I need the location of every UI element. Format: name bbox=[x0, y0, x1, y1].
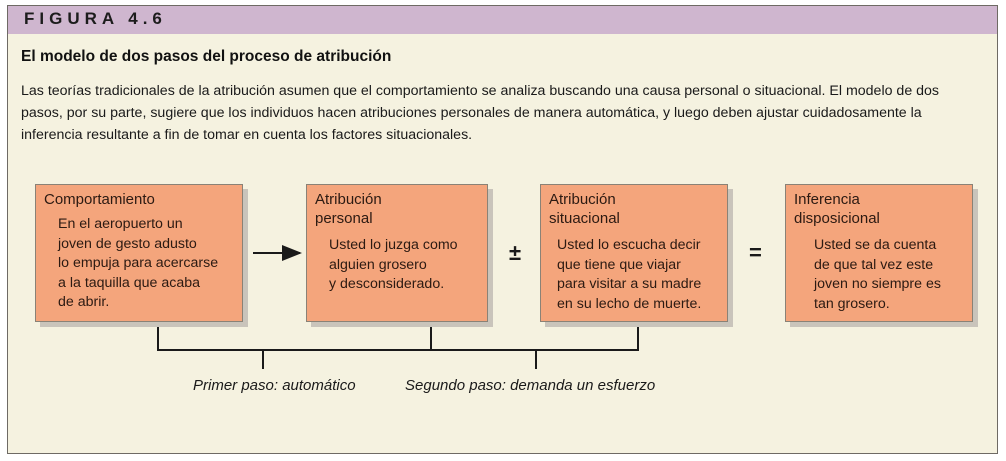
figure-description: Las teorías tradicionales de la atribución asumen que el comportamiento se analiza buscando una causa personal o situacional. El modelo de dos pasos, por su parte, sugiere que los individuos hacen atribuciones personales de manera automática, y luego deben ajustar cuidadosamente la inferencia resultante a fin de tomar en cuenta los factores situacionales. bbox=[21, 83, 940, 143]
box-inferencia-disposicional-title: Inferencia disposicional bbox=[794, 191, 880, 227]
box-atribucion-personal bbox=[306, 184, 488, 322]
box-inferencia-disposicional-body: Usted se da cuenta de que tal vez este joven no siempre es tan grosero. bbox=[814, 237, 941, 312]
box-atribucion-situacional-body: Usted lo escucha decir que tiene que viajar para visitar a su madre en su lecho de muerte. bbox=[557, 237, 702, 312]
box-atribucion-situacional bbox=[540, 184, 728, 322]
box-comportamiento bbox=[35, 184, 243, 322]
box-atribucion-personal-body: Usted lo juzga como alguien grosero y desconsiderado. bbox=[329, 237, 458, 292]
box-atribucion-situacional-title: Atribución situacional bbox=[549, 191, 620, 227]
second-step-label: Segundo paso: demanda un esfuerzo bbox=[405, 377, 656, 394]
box-comportamiento-title: Comportamiento bbox=[44, 191, 155, 208]
figure-label: FIGURA 4.6 bbox=[24, 9, 167, 28]
plus-minus-operator: ± bbox=[509, 240, 522, 265]
bracket-first-step bbox=[158, 321, 431, 350]
box-inferencia-disposicional bbox=[785, 184, 973, 322]
equals-operator: = bbox=[749, 240, 762, 265]
figure-title: El modelo de dos pasos del proceso de atribución bbox=[21, 48, 392, 65]
box-atribucion-personal-title: Atribución personal bbox=[315, 191, 382, 227]
box-comportamiento-body: En el aeropuerto un joven de gesto adusto lo empuja para acercarse a la taquilla que acaba de abrir. bbox=[58, 216, 219, 310]
first-step-label: Primer paso: automático bbox=[193, 377, 356, 394]
bracket-second-step bbox=[431, 321, 638, 350]
